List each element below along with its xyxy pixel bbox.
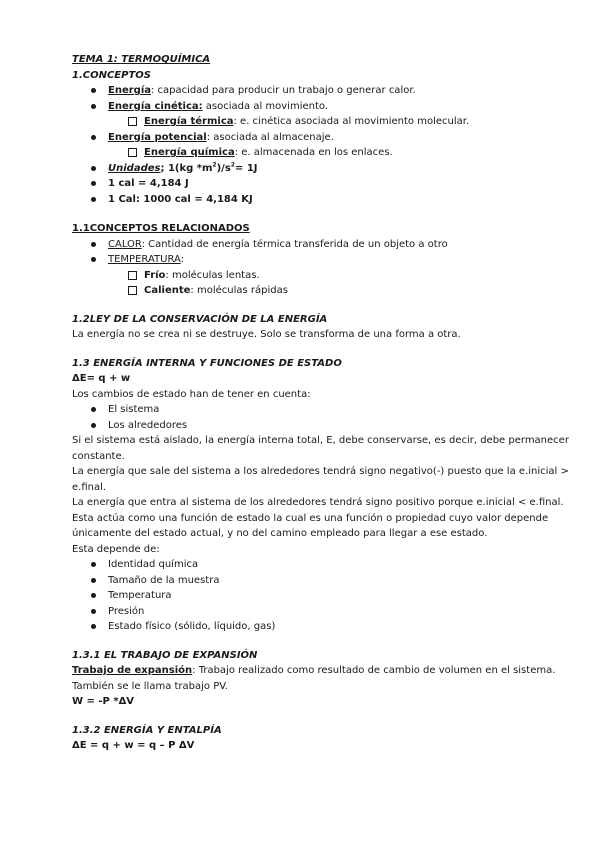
checkbox-item: Energía térmica: e. cinética asociada al movimiento molecular. [72,114,532,130]
paragraph: Los cambios de estado han de tener en cuenta: [72,388,311,400]
document-title: TEMA 1: TERMOQUÍMICA [72,54,211,65]
paragraph: También se le llama trabajo PV. [72,680,228,692]
paragraph: Esta depende de: [72,543,160,555]
section-heading-relacionados: 1.1CONCEPTOS RELACIONADOS [72,223,250,234]
paragraph: constante. [72,450,125,462]
document-page [72,52,569,754]
section-heading-conceptos: 1.CONCEPTOS [72,69,151,81]
section-heading-interna: 1.3 ENERGÍA INTERNA Y FUNCIONES DE ESTADO [72,357,342,369]
paragraph: Si el sistema está aislado, la energía interna total, E, debe conservarse, es decir, debe permanecer [72,435,569,446]
paragraph: Trabajo de expansión: Trabajo realizado como resultado de cambio de volumen en el sistema. [72,665,556,676]
section-heading-ley: 1.2LEY DE LA CONSERVACIÓN DE LA ENERGÍA [72,313,328,325]
list-item: Los alrededores [72,418,532,434]
list-item: Tamaño de la muestra [72,573,532,589]
paragraph: únicamente del estado actual, y no del camino empleado para llegar a ese estado. [72,528,488,539]
list-item: El sistema [72,402,532,418]
checkbox-icon [128,271,137,280]
list-item: Identidad química [72,557,532,573]
list-item: Presión [72,604,532,620]
list-item: TEMPERATURA: [72,252,532,268]
list-item: Unidades; 1(kg $*m^2)/s^2= 1J$ [72,161,532,177]
list-item: Temperatura [72,588,532,604]
paragraph: La energía que sale del sistema a los alrededores tendrá signo negativo(-) puesto que la e.inicial > [72,466,569,477]
checkbox-icon [128,286,137,295]
formula: W = -P *ΔV [72,696,135,707]
checkbox-icon [128,117,137,126]
list-item: 1 cal = 4,184 J [72,176,532,192]
paragraph: La energía no se crea ni se destruye. Solo se transforma de una forma a otra. [72,329,461,340]
checkbox-item: Energía química: e. almacenada en los enlaces. [72,145,532,161]
list-item: 1 Cal: 1000 cal = 4,184 KJ [72,192,532,208]
section-heading-expansion: 1.3.1 EL TRABAJO DE EXPANSIÓN [72,649,258,661]
list-item: Energía potencial: asociada al almacenaje. [72,130,532,146]
list-item: Energía cinética: asociada al movimiento. [72,99,532,115]
formula: ΔE = q + w = q – P ΔV [72,740,195,751]
list-item: Estado físico (sólido, líquido, gas) [72,619,532,635]
paragraph: La energía que entra al sistema de los alrededores tendrá signo positivo porque e.inicial < e.final. [72,497,564,508]
formula: ΔE= q + w [72,373,131,384]
checkbox-item: Frío: moléculas lentas. [72,268,532,284]
section-heading-entalpia: 1.3.2 ENERGÍA Y ENTALPÍA [72,724,222,736]
list-item: CALOR: Cantidad de energía térmica transferida de un objeto a otro [72,237,532,253]
list-item: Energía: capacidad para producir un trabajo o generar calor. [72,83,532,99]
checkbox-item: Caliente: moléculas rápidas [72,283,532,299]
paragraph: Esta actúa como una función de estado la cual es una función o propiedad cuyo valor depende [72,512,549,524]
paragraph: e.final. [72,481,107,493]
checkbox-icon [128,148,137,157]
